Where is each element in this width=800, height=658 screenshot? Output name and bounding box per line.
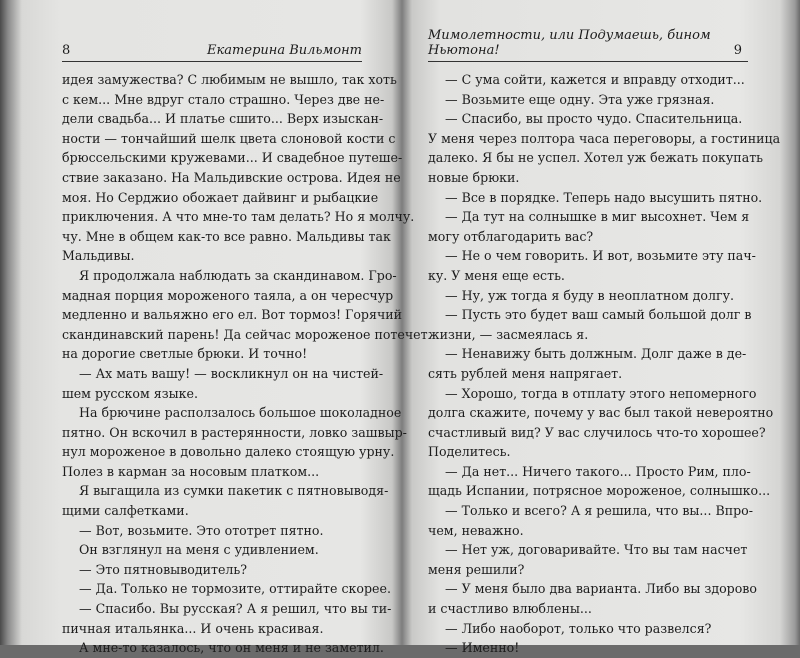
text-line: счастливый вид? У вас случилось что-то хорошее?	[428, 424, 766, 440]
text-line: меня решили?	[428, 561, 525, 577]
text-line: Он взглянул на меня с удивлением.	[79, 542, 319, 558]
text-line: на дорогие светлые брюки. И точно!	[62, 346, 308, 362]
text-line: — Хорошо, тогда в отплату этого непомерного	[445, 385, 757, 401]
left-page-text	[62, 70, 428, 658]
text-line: идея замужества? С любимым не вышло, так хоть	[62, 72, 397, 87]
right-page	[428, 28, 781, 658]
text-line: — Пусть это будет ваш самый большой долг в	[445, 307, 752, 323]
text-line: ку. У меня еще есть.	[428, 267, 565, 283]
left-page-header	[62, 38, 362, 62]
text-line: — Возьмите еще одну. Эта уже грязная.	[445, 91, 715, 107]
text-line: — Все в порядке. Теперь надо высушить пятно.	[445, 189, 763, 205]
text-line: сять рублей меня напрягает.	[428, 365, 623, 381]
text-line: моя. Но Серджио обожает дайвинг и рыбацкие	[62, 189, 379, 205]
text-line: пичная итальянка... И очень красивая.	[62, 620, 324, 636]
text-line: и счастливо влюблены...	[428, 601, 592, 617]
text-line: чем, неважно.	[428, 522, 524, 538]
text-line: — С ума сойти, кажется и вправду отходит...	[445, 72, 745, 87]
text-line: Я продолжала наблюдать за скандинавом. Гро-	[79, 267, 397, 283]
text-line: могу отблагодарить вас?	[428, 228, 594, 244]
text-line: Мальдивы.	[62, 248, 135, 264]
text-line: брюссельскими кружевами... И свадебное путеше-	[62, 150, 403, 166]
text-line: пятно. Он вскочил в растерянности, ловко зашвыр-	[62, 424, 407, 440]
text-line: — Да нет... Ничего такого... Просто Рим, пло-	[445, 463, 751, 479]
text-line: — Ах мать вашу! — воскликнул он на чистей-	[79, 365, 384, 381]
text-line: — Либо наоборот, только что развелся?	[445, 620, 712, 636]
text-line: — Да тут на солнышке в миг высохнет. Чем я	[445, 209, 750, 225]
text-line: далеко. Я бы не успел. Хотел уж бежать покупать	[428, 150, 764, 166]
text-line: У меня через полтора часа переговоры, а гостиница	[428, 130, 781, 146]
text-line: скандинавский парень! Да сейчас мороженое потечет	[62, 326, 428, 342]
text-line: ствие заказано. На Мальдивские острова. Идея не	[62, 169, 401, 185]
right-running-head: Мимолетности, или Подумаешь, бином Ньютона!	[428, 28, 711, 58]
text-line: На брючине расползалось большое шоколадное	[79, 405, 402, 421]
text-line: — Нет уж, договаривайте. Что вы там насчет	[445, 542, 748, 558]
text-line: нул мороженое в довольно далеко стоящую урну.	[62, 444, 395, 460]
text-line: чу. Мне в общем как-то все равно. Мальдивы так	[62, 228, 391, 244]
text-line: — Спасибо, вы просто чудо. Спасительница.	[445, 111, 743, 127]
text-line: — Не о чем говорить. И вот, возьмите эту пач-	[445, 248, 756, 264]
text-line: ности — тончайший шелк цвета слоновой кости с	[62, 130, 396, 146]
text-line: Я выгащила из сумки пакетик с пятновыводя-	[79, 483, 389, 499]
text-line: — Да. Только не тормозите, оттирайте скорее.	[79, 581, 391, 597]
text-line: — Только и всего? А я решила, что вы... Впро-	[445, 503, 753, 519]
text-line: — Вот, возьмите. Это ототрет пятно.	[79, 522, 324, 538]
text-line: А мне-то казалось, что он меня и не заметил.	[79, 640, 384, 656]
text-line: щими салфетками.	[62, 503, 189, 519]
right-page-header	[428, 28, 748, 62]
text-line: — Ну, уж тогда я буду в неоплатном долгу.	[445, 287, 735, 303]
text-line: — Спасибо. Вы русская? А я решил, что вы ти-	[79, 601, 392, 617]
text-line: Полез в карман за носовым платком...	[62, 463, 320, 479]
right-page-number: 9	[733, 43, 742, 58]
left-running-head: Екатерина Вильмонт	[207, 43, 362, 58]
text-line: приключения. А что мне-то там делать? Но я молчу.	[62, 209, 415, 225]
text-line: жизни, — засмеялась я.	[428, 326, 589, 342]
text-line: щадь Испании, потрясное мороженое, солнышко...	[428, 483, 771, 499]
text-line: дели свадьба... И платье сшито... Верх изыскан-	[62, 111, 384, 127]
text-line: долга скажите, почему у вас был такой невероятно	[428, 405, 774, 421]
left-page-number: 8	[62, 43, 71, 58]
text-line: Поделитесь.	[428, 444, 511, 460]
text-line: — У меня было два варианта. Либо вы здорово	[445, 581, 757, 597]
text-line: — Ненавижу быть должным. Долг даже в де-	[445, 346, 747, 362]
left-page	[62, 38, 428, 658]
text-line: с кем... Мне вдруг стало страшно. Через две не-	[62, 91, 385, 107]
text-line: мадная порция мороженого таяла, а он чересчур	[62, 287, 394, 303]
right-page-text	[428, 70, 781, 658]
text-line: — Именно!	[445, 640, 520, 656]
text-line: медленно и вальяжно его ел. Вот тормоз! Горячий	[62, 307, 403, 323]
text-line: шем русском языке.	[62, 385, 198, 401]
text-line: новые брюки.	[428, 169, 520, 185]
text-line: — Это пятновыводитель?	[79, 561, 248, 577]
